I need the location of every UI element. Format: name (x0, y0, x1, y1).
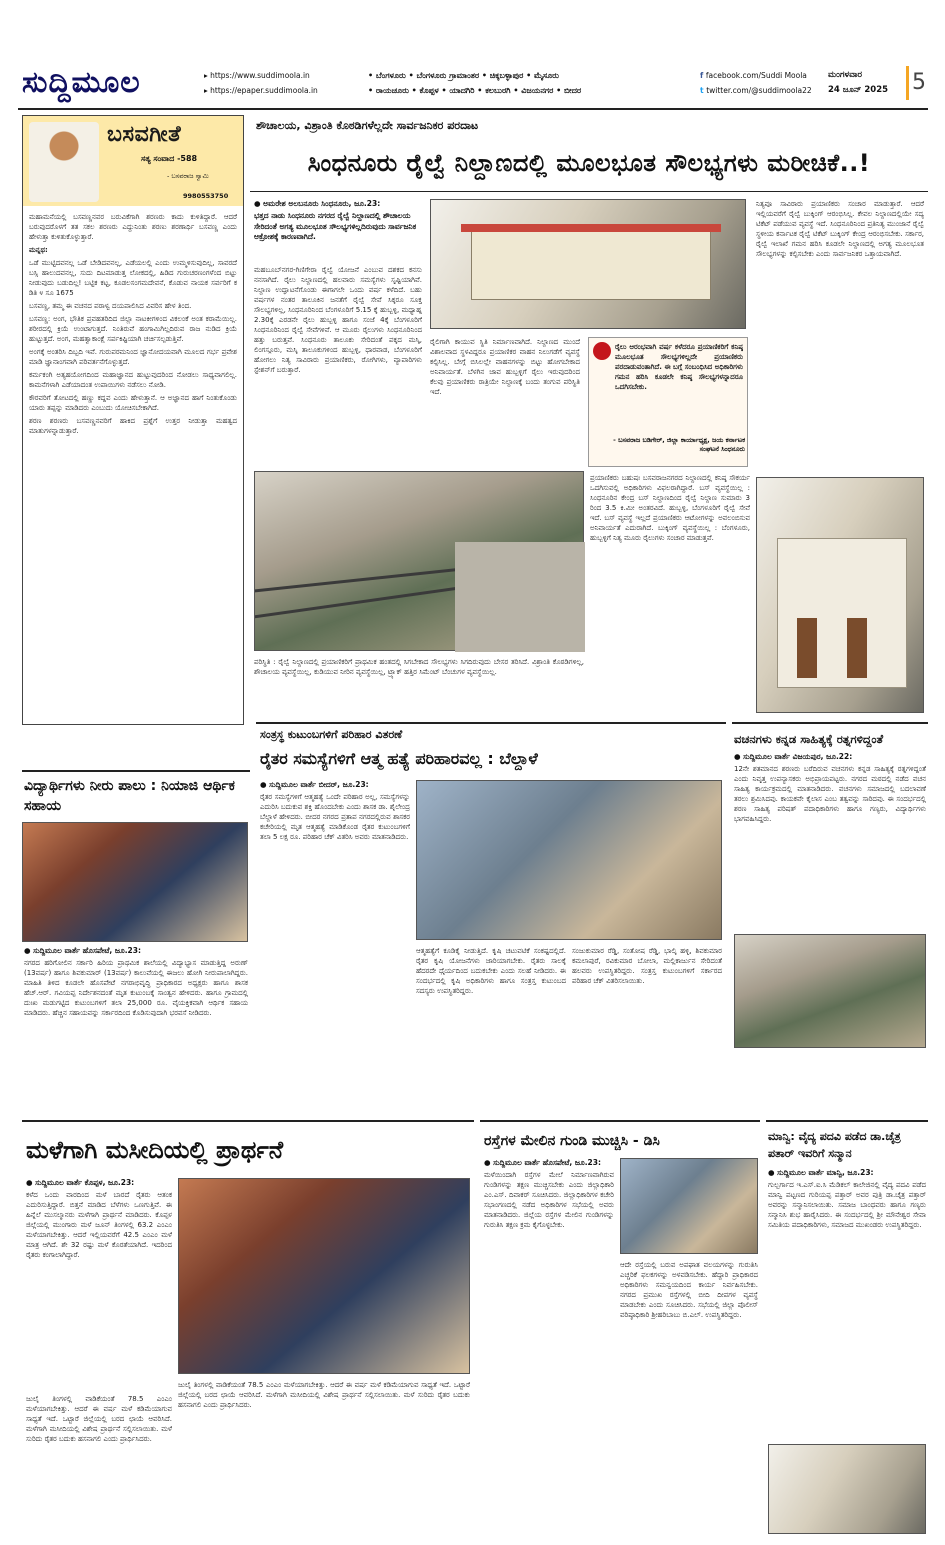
basavageete-phone: 9980553750 (183, 192, 229, 200)
farmers-headline: ರೈತರ ಸಮಸ್ಯೆಗಳಿಗೆ ಆತ್ಮ ಹತ್ಯೆ ಪರಿಹಾರವಲ್ಲ : ಬೆಲ್ದಾಳೆ (260, 749, 538, 768)
farmers-column-3: ಸಂಜುಕುಮಾರ ರೆಡ್ಡಿ, ಸಂತೋಷ ರೆಡ್ಡಿ, ಭಾಲ್ಕಿ ಹಳ್ಳಿ, ಶಿವಕುಮಾರ ಕಮಲಾಪುರೆ, ರವಿಕುಮಾರ ಬೋಲಾ, ಮಲ್ಲಿಕಾರ್ಜುನ ಸೇರಿದಂತೆ ಹಲವರು ಉಪಸ್ಥಿತರಿದ್ದರು. ಸಂತ್ರಸ್ತ ಕುಟುಂಬಗಳಿಗೆ ಸರ್ಕಾರದ ಪರಿಹಾರ ಚೆಕ್ ವಿತರಿಸಲಾಯಿತು. (572, 947, 722, 985)
lead-column-3: ಪ್ರಯಾಣಿಕರು ಬಹುಷಃ ಬಸವರಾಜನಗರದ ನಿಲ್ದಾಣದಲ್ಲಿ ಕನಿಷ್ಠ ಸೌಕರ್ಯ ಒದಗಿಸುವಲ್ಲಿ ಅಧಿಕಾರಿಗಳು ವಿಫಲರಾಗಿದ್ದಾರೆ. ಬಸ್ ವ್ಯವಸ್ಥೆಯಿಲ್ಲ : ಸಿಂಧನೂರಿನ ಕೇಂದ್ರ ಬಸ್ ನಿಲ್ದಾಣದಿಂದ ರೈಲ್ವೆ ನಿಲ್ದಾಣ ಸುಮಾರು 3 ರಿಂದ 3.5 ಕಿ.ಮೀ ಅಂತರವಿದೆ. ಹುಬ್ಬಳ್ಳಿ, ಬೆಂಗಳೂರಿಗೆ ರೈಲ್ವೆ ಸೇವೆ ಇದೆ. ಬಸ್ ವ್ಯವಸ್ಥೆ ಇಲ್ಲದೆ ಪ್ರಯಾಣಿಕರು ಆಟೋಗಳನ್ನು ಅವಲಂಬಿಸುವ ಅನಿವಾರ್ಯತೆ ಎದುರಾಗಿದೆ. ಬುಕ್ಕಿಂಗ್ ವ್ಯವಸ್ಥೆಯಿಲ್ಲ : ಬೆಂಗಳೂರು, ಹುಬ್ಬಳ್ಳಿಗೆ ನಿತ್ಯ ಮೂರು ರೈಲುಗಳು ಸಂಚಾರ ಮಾಡುತ್ತವೆ. (590, 474, 750, 542)
students-body: ನಗರದ ಹರಿಗೋಲಿನ ಸರ್ಕಾರಿ ಹಿರಿಯ ಪ್ರಾಥಮಿಕ ಶಾಲೆಯಲ್ಲಿ ವಿದ್ಯಾಭ್ಯಾಸ ಮಾಡುತ್ತಿದ್ದ ಅರುಣ್ (13ವರ್ಷ) ಹಾಗೂ ಶಿವಕುಮಾರ್ (13ವರ್ಷ) ಕಾಲುವೆಯಲ್ಲಿ ಈಜಲು ಹೋಗಿ ನೀರುಪಾಲಾಗಿದ್ದರು. ಮಾಹಿತಿ ತಿಳಿದ ಕೂಡಲೇ ಹೊಸಪೇಟೆ ನಗರಾಭಿವೃದ್ಧಿ ಪ್ರಾಧಿಕಾರದ ಅಧ್ಯಕ್ಷರು ಹಾಗೂ ಶಾಸಕ ಹೆಚ್.ಆರ್. ಗವಿಯಪ್ಪ ನಿರ್ದೇಶನದಂತೆ ಮೃತ ಕುಟುಂಬಕ್ಕೆ ಸಾಂತ್ವನ ಹೇಳಿದರು. ಹಾಗೂ ಗ್ರಾಮದಲ್ಲಿ ದುಃಖ ಮಡುಗಟ್ಟಿದ ಕುಟುಂಬಗಳಿಗೆ ತಲಾ 25,000 ರೂ. ವೈಯಕ್ತಿಕವಾಗಿ ಆರ್ಥಿಕ ಸಹಾಯ ಮಾಡಿದರು. ಹೆಚ್ಚಿನ ಸಹಾಯವನ್ನು ಸರ್ಕಾರದಿಂದ ಕೊಡಿಸುವುದಾಗಿ ಭರವಸೆ ನೀಡಿದರು. (24, 959, 248, 1017)
basavageete-subtitle: ಸತ್ಯ ಸಂವಾದ -588 (141, 154, 198, 163)
page-number: 5 (912, 70, 926, 95)
rain-column-2: ಜುಲೈ ತಿಂಗಳಲ್ಲಿ ವಾಡಿಕೆಯಂತೆ 78.5 ಎಂಎಂ ಮಳೆಯಾಗಬೇಕಿತ್ತು. ಆದರೆ ಈ ವರ್ಷ ಮಳೆ ಕಡಿಮೆಯಾಗುವ ಸಾಧ್ಯತೆ ಇದೆ. ಒಟ್ಟಾರೆ ಜಿಲ್ಲೆಯಲ್ಲಿ ಬರದ ಛಾಯೆ ಆವರಿಸಿದೆ. ಮಳೆಗಾಗಿ ಮಸೀದಿಯಲ್ಲಿ ವಿಶೇಷ ಪ್ರಾರ್ಥನೆ ಸಲ್ಲಿಸಲಾಯಿತು. ಮಳೆ ಸುರಿದು ರೈತರ ಬದುಕು ಹಸನಾಗಲಿ ಎಂದು ಪ್ರಾರ್ಥಿಸಿದರು. (178, 1381, 470, 1409)
basavageete-paragraph: ಬಸವಣ್ಣ: ಅಂಗ, ಭೌತಿಕ ಪ್ರವಹತರಿದಿದ ಜಿಲ್ಲಾ ನಾಟಕೀಗಳಿಂದ ವಿಕಲಂಕೆ ಅಂತ ಕರಾಮೆಯಿಲ್ಲ. ಶರೀರದಲ್ಲಿ ಕ್ರಿಯೆ ಉಂಟಾಗುತ್ತದೆ. ನಿಂತಿರುವೆ ಹಂಗಾಮಿಗಿಲ್ಲದಿರುವ ರಾಜ ನುಡಿದ ಕ್ರಿಯೆ ಹುಟ್ಟುತ್ತದೆ. ಅಂಗ, ಮಹತ್ವಾಕಾಂಕ್ಷೆ ಸರ್ಪಕಿಷ್ಟಿಯಾಗಿ ಚರ್ಚಿಸಲ್ಪಡುತ್ತಿವೆ. (29, 315, 237, 343)
url-list (204, 68, 354, 98)
basavageete-paragraph: ಬಸವಣ್ಣ, ತಮ್ಮ ಈ ವಚನದ ಪರಾಳ್ವ ದಯಪಾಲಿಸಿದ ವಿವರಿಸ ಹೇಳ ತಿಂದ. (29, 302, 192, 310)
basavageete-paragraph: ಒಡೆ ಮುಟ್ಟಿದವನಲ್ಲ ಒಡೆ ಬೇಡಿದವನಲ್ಲ, ಎಡೆಯಲಲ್ಲಿ ಎಂದು ಉಮ್ಮಳಿಸುವುದಿಲ್ಲ, ಸಾವರದೆ ಬಸ್ಸಿ ಹಾಲುದವನಲ್ಲ, ಸುದು ದಿಟಮಾಡುತ್ತ ಲೋಕದಲ್ಲಿ, ಹಿಡಿದ ಗುರುಚರಣಂಗಳೆಂದ ಬಿಟ್ಟು ನೀಡುವುದು ಬಡುದಿಲ್ಲ! ಬಟ್ಟಿಕ ಕಟ್ಟ, ಕೂಡಲಸಂಗಮದೇವನೆ, ಕೊಡುವ ನಾಯಕ ಸರ್ವರಿಗೆ ಕ ಡಿತಿ ೪ ಸೂ 1675 (29, 259, 237, 297)
basavageete-body (29, 212, 237, 720)
masthead-logo: ಸುದ್ದಿಮೂಲ (22, 65, 141, 100)
basavageete-box (22, 115, 244, 725)
station-roof-shape (461, 224, 721, 232)
social-links (700, 68, 830, 98)
basavageete-paragraph: ಮನ್ನಥ: (29, 246, 48, 254)
facebook-icon: f (700, 71, 706, 80)
facebook-link[interactable]: f facebook.com/Suddi Moola (700, 71, 807, 80)
city-item: • ಕೊಪ್ಪಳ (411, 86, 442, 95)
page-number-box (906, 66, 926, 100)
platform-shape (455, 542, 585, 652)
doctor-headline: ಮಾನ್ವಿ: ವೈದ್ಯ ಪದವಿ ಪಡೆದ ಡಾ.ಚೈತ್ರ ಪತಾರ್ ಇವರಿಗೆ ಸನ್ಮಾನ (768, 1130, 901, 1160)
doctor-byline: ● ಸುದ್ದಿಮೂಲ ವಾರ್ತೆ ಮಾನ್ವಿ, ಜೂ.23: (768, 1168, 874, 1177)
basavageete-author: - ಬಸವರಾಜ ಸ್ವಾಮಿ (167, 172, 209, 180)
lead-lede: ಭತ್ತದ ನಾಡು ಸಿಂಧನೂರು ನಗರದ ರೈಲ್ವೆ ನಿಲ್ದಾಣದಲ್ಲಿ ಶೌಚಾಲಯ ಸೇರಿದಂತೆ ಅಗತ್ಯ ಮೂಲಭೂತ ಸೌಲಭ್ಯಗಳಿಲ್ಲದಿರುವುದು ಸಾರ್ವಜನಿಕ ಆಕ್ರೋಶಕ್ಕೆ ಕಾರಣವಾಗಿದೆ. (254, 211, 417, 241)
masthead (18, 62, 928, 110)
city-item: • ಯಾದಗಿರಿ (441, 86, 478, 95)
basavanna-portrait (29, 122, 99, 202)
farmers-story (256, 722, 726, 1050)
basavageete-paragraph: ಮಹಾಮನೆಯಲ್ಲಿ ಬಸವಣ್ಣನವರ ಬರುವಿಕೆಗಾಗಿ ಶರಣರು ಕಾದು ಕುಳಿತಿದ್ದಾರೆ. ಆದರೆ ಬರುವುದರೊಳಗೆ ತತ ಸಕಲ ಶರಣರು ಎದ್ದುನಿಂತು ಶರಣು ಶರಣಾರ್ಥಿ ಬಸವಣ್ಣ ಎಂದು ಹೇಳುತ್ತಾ ಕುಳಿತುಕೊಳ್ಳುತ್ತಾರೆ. (29, 213, 237, 241)
roads-story (480, 1120, 760, 1535)
city-row-2 (368, 83, 688, 98)
station-side-photo (756, 477, 924, 713)
lead-column-4: ನಿತ್ಯವೂ ಸಾವಿರಾರು ಪ್ರಯಾಣಿಕರು ಸಂಚಾರ ಮಾಡುತ್ತಾರೆ. ಆದರೆ ಇಲ್ಲಿಯವರೆಗೆ ರೈಲ್ವೆ ಬುಕ್ಕಿಂಗ್ ಆರಂಭಿಸಿಲ್ಲ. ಕೇವಲ ನಿಲ್ದಾಣದಲ್ಲಿಯೇ ಸದ್ಯ ಟಿಕೆಟ್ ಪಡೆಯುವ ವ್ಯವಸ್ಥೆ ಇದೆ. ಸಿಂಧನೂರಿನಿಂದ ಪ್ರತಿನಿತ್ಯ ಮುಂಜಾನೆ ರೈಲ್ವೆ ಸ್ಥಳೀಯ ಕರ್ನಾಟಕ ರೈಲ್ವೆ ಟಿಕೆಟ್ ಬುಕ್ಕಿಂಗ್ ಕೇಂದ್ರ ಆರಂಭಿಸಬೇಕು. ಸರ್ಕಾರ, ರೈಲ್ವೆ ಇಲಾಖೆ ಗಮನ ಹರಿಸಿ ಕೂಡಲೇ ನಿಲ್ದಾಣದಲ್ಲಿ ಅಗತ್ಯ ಮೂಲಭೂತ ಸೌಲಭ್ಯಗಳನ್ನು ಕಲ್ಪಿಸಬೇಕು ಎಂದು ಸಾರ್ವಜನಿಕರ ಒತ್ತಾಯವಾಗಿದೆ. (756, 200, 924, 258)
basavageete-paragraph: ಶರಣ ಶರಣರು ಬಸವಣ್ಣನವರಿಗೆ ಹಾಕಿದ ಪ್ರಶ್ನೆಗೆ ಉತ್ತರ ನೀಡುತ್ತಾ ಮಹತ್ವದ ಮಾತುಗಳನ್ನಾಡುತ್ತಾರೆ. (29, 417, 237, 435)
city-item: • ರಾಯಚೂರು (368, 86, 412, 95)
roads-byline: ● ಸುದ್ದಿಮೂಲ ವಾರ್ತೆ ಹೊಸಪೇಟೆ, ಜೂ.23: (484, 1158, 601, 1167)
rain-column-1b: ಜುಲೈ ತಿಂಗಳಲ್ಲಿ ವಾಡಿಕೆಯಂತೆ 78.5 ಎಂಎಂ ಮಳೆಯಾಗಬೇಕಿತ್ತು. ಆದರೆ ಈ ವರ್ಷ ಮಳೆ ಕಡಿಮೆಯಾಗುವ ಸಾಧ್ಯತೆ ಇದೆ. ಒಟ್ಟಾರೆ ಜಿಲ್ಲೆಯಲ್ಲಿ ಬರದ ಛಾಯೆ ಆವರಿಸಿದೆ. ಮಳೆಗಾಗಿ ಮಸೀದಿಯಲ್ಲಿ ವಿಶೇಷ ಪ್ರಾರ್ಥನೆ ಸಲ್ಲಿಸಲಾಯಿತು. ಮಳೆ ಸುರಿದು ರೈತರ ಬದುಕು ಹಸನಾಗಲಿ ಎಂದು ಪ್ರಾರ್ಥಿಸಿದರು. (26, 1395, 172, 1443)
rain-column-1: ಕಳೆದ ಒಂದು ವಾರದಿಂದ ಮಳೆ ಬಾರದೆ ರೈತರು ಆತಂಕ ಎದುರಿಸುತ್ತಿದ್ದಾರೆ. ಬಿತ್ತನೆ ಮಾಡಿದ ಬೆಳೆಗಳು ಒಣಗುತ್ತಿವೆ. ಈ ಹಿನ್ನೆಲೆ ಮುಸಲ್ಮಾನರು ಮಳೆಗಾಗಿ ಪ್ರಾರ್ಥನೆ ಮಾಡಿದರು. ಕೊಪ್ಪಳ ಜಿಲ್ಲೆಯಲ್ಲಿ ಮುಂಗಾರು ಮಳೆ ಜೂನ್ ತಿಂಗಳಲ್ಲಿ 63.2 ಎಂಎಂ ಮಳೆಯಾಗಬೇಕಿತ್ತು. ಆದರೆ ಇಲ್ಲಿಯವರೆಗೆ 42.5 ಎಂಎಂ ಮಳೆ ಮಾತ್ರ ಆಗಿದೆ. ಶೇ 32 ರಷ್ಟು ಮಳೆ ಕೊರತೆಯಾಗಿದೆ. ಇದರಿಂದ ರೈತರು ಕಂಗಾಲಾಗಿದ್ದಾರೆ. (26, 1191, 172, 1259)
issue-date-text: 24 ಜೂನ್ 2025 (828, 85, 889, 95)
mosque-prayer-photo (178, 1178, 470, 1374)
vachana-byline: ● ಸುದ್ದಿಮೂಲ ವಾರ್ತೆ ವಿಜಯಪುರ, ಜೂ.22: (734, 752, 853, 761)
farmers-kicker: ಸಂತ್ರಸ್ಥ ಕುಟುಂಬಗಳಿಗೆ ಪರಿಹಾರ ವಿತರಣೆ (260, 728, 403, 741)
lead-kicker: ಶೌಚಾಲಯ, ವಿಶ್ರಾಂತಿ ಕೊಠಡಿಗಳೆಲ್ಲದೇ ಸಾರ್ವಜನಿಕರ ಪರದಾಟ (256, 119, 479, 132)
lead-byline: ● ಅಮರೇಶ ಅಲಬನೂರು ಸಿಂಧನೂರು, ಜೂ.23: (254, 199, 381, 208)
students-story (22, 770, 250, 1045)
city-item: • ಬೀದರ (556, 86, 582, 95)
students-byline: ● ಸುದ್ದಿಮೂಲ ವಾರ್ತೆ ಹೊಸಪೇಟೆ, ಜೂ.23: (24, 946, 141, 955)
lead-callout-source: - ಬಸವರಾಜ ಬಡಿಗೇರ್, ಜಿಲ್ಲಾ ಕಾರ್ಯಾಧ್ಯಕ್ಷ, ಜಯ ಕರ್ನಾಟಕ ಸಂಘಟನೆ ಸಿಂಧನೂರು (613, 436, 745, 453)
lead-callout-text: ರೈಲು ಆರಂಭವಾಗಿ ವರ್ಷ ಕಳೆದರೂ ಪ್ರಯಾಣಿಕರಿಗೆ ಕನಿಷ್ಠ ಮೂಲಭೂತ ಸೌಲಭ್ಯಗಳಿಲ್ಲದೇ ಪ್ರಯಾಣಿಕರು ಪರದಾಡುವಂತಾಗಿದೆ. ಈ ಬಗ್ಗೆ ಸಂಬಂಧಿಸಿದ ಅಧಿಕಾರಿಗಳು ಗಮನ ಹರಿಸಿ ಕೂಡಲೇ ಕನಿಷ್ಠ ಸೌಲಭ್ಯಗಳನ್ನಾದರೂ ಒದಗಿಸಬೇಕು. (615, 343, 743, 391)
roads-headline: ರಸ್ತೆಗಳ ಮೇಲಿನ ಗುಂಡಿ ಮುಚ್ಚಿಸಿ - ಡಿಸಿ (484, 1133, 660, 1149)
lead-column-1: ಮಹಬೂಬ್‌ನಗರ-ಗಿಣಿಗೇರಾ ರೈಲ್ವೆ ಯೋಜನೆ ಎಂಬುವ ದಶಕದ ಕನಸು ನನಸಾಗಿದೆ. ರೈಲು ನಿಲ್ದಾಣದಲ್ಲಿ ಹಲವಾರು ಸಮಸ್ಯೆಗಳು ಸೃಷ್ಟಿಯಾಗಿವೆ. ನಿಲ್ದಾಣ ಉದ್ಘಾಟನೆಗೊಂಡು ಈಗಾಗಲೇ ಒಂದು ವರ್ಷ ಕಳೆದಿದೆ. ಬಹು ವರ್ಷಗಳ ನಂತರ ತಾಲೂಕಿನ ಜನತೆಗೆ ರೈಲ್ವೆ ಸೇವೆ ಸಿಕ್ಕರೂ ಸೂಕ್ತ ಸೌಲಭ್ಯಗಳಿಲ್ಲ, ಸಿಂಧನೂರಿನಿಂದ ಬೆಂಗಳೂರಿಗೆ 5.15 ಕ್ಕೆ ಹುಬ್ಬಳ್ಳಿ, ಮಧ್ಯಾಹ್ನ 2.30ಕ್ಕೆ ಎರಡನೇ ರೈಲು ಹುಬ್ಬಳ್ಳಿ ಹಾಗೂ ಸಂಜೆ 4ಕ್ಕೆ ಬೆಂಗಳೂರಿಗೆ ಸಿಂಧನೂರಿನಿಂದ ರೈಲ್ವೆ ಸೇವೆಗಳಿವೆ. ಆ ಮೂರು ರೈಲುಗಳು ಸಿಂಧನೂರಿನಿಂದ ಹತ್ತು ಬರುತ್ತವೆ. ಸಿಂಧನೂರು ತಾಲೂಕು ಸೇರಿದಂತೆ ಪಕ್ಕದ ಮಸ್ಕಿ, ಲಿಂಗಸ್ಗೂರು, ಮಸ್ಕಿ ತಾಲೂಕುಗಳಿಂದ ಹುಬ್ಬಳ್ಳಿ, ಧಾರವಾಡ, ಬೆಂಗಳೂರಿಗೆ ಹೋಗಲು ನಿತ್ಯ ಸಾವಿರಾರು ಪ್ರಯಾಣಿಕರು, ರೋಗಿಗಳು, ವ್ಯಾಪಾರಿಗಳು ಸ್ಟೇಶನ್‌ಗೆ ಬರುತ್ತಾರೆ. (254, 266, 422, 374)
rain-story (22, 1120, 474, 1535)
farmers-column-2: ಆತ್ಮಹತ್ಯೆಗೆ ಕೂಡಿಕೈ ನೀಡುತ್ತಿದೆ. ಕೃಷಿ ಚಟುವಟಿಕೆ ಸಂಕಷ್ಟದಲ್ಲಿದೆ. ರೈತರ ಕೃಷಿ ಯೋಜನೆಗಳು ಜಾರಿಯಾಗಬೇಕು. ರೈತರು ಸಾಲಕ್ಕೆ ಹೆದರದೇ ಧೈರ್ಯದಿಂದ ಬದುಕಬೇಕು ಎಂದು ಸಲಹೆ ನೀಡಿದರು. ಈ ಸಂದರ್ಭದಲ್ಲಿ ಕೃಷಿ ಅಧಿಕಾರಿಗಳು ಹಾಗೂ ಸಂತ್ರಸ್ತ ಕುಟುಂಬದ ಸದಸ್ಯರು ಉಪಸ್ಥಿತರಿದ್ದರು. (416, 947, 566, 995)
station-building-shape (471, 230, 711, 300)
vachana-headline: ವಚನಗಳು ಕನ್ನಡ ಸಾಹಿತ್ಯಕ್ಕೆ ರತ್ನಗಳಿದ್ದಂತೆ (734, 732, 884, 746)
website-link[interactable]: ▸ https://www.suddimoola.in (204, 71, 310, 80)
students-headline: ವಿದ್ಯಾರ್ಥಿಗಳು ನೀರು ಪಾಲು : ನಿಯಾಜಿ ಆರ್ಥಿಕ ಸಹಾಯ (24, 778, 235, 814)
farmers-group-photo (416, 780, 722, 940)
lead-headline: ಸಿಂಧನೂರು ರೈಲ್ವೆ ನಿಲ್ದಾಣದಲ್ಲಿ ಮೂಲಭೂತ ಸೌಲಭ್ಯಗಳು ಮರೀಚಿಕೆ..! (307, 149, 871, 177)
railway-track-photo (254, 471, 584, 651)
twitter-icon: t (700, 86, 707, 95)
issue-day: ಮಂಗಳವಾರ (828, 70, 863, 80)
lead-callout (588, 337, 748, 467)
globe-icon: ▸ (204, 71, 211, 80)
roads-column-1: ಮಳೆಯಿಂದಾಗಿ ರಸ್ತೆಗಳ ಮೇಲೆ ನಿರ್ಮಾಣವಾಗಿರುವ ಗುಂಡಿಗಳನ್ನು ತಕ್ಷಣ ಮುಚ್ಚಿಸಬೇಕು ಎಂದು ಜಿಲ್ಲಾಧಿಕಾರಿ ಎಂ.ಎಸ್. ದಿವಾಕರ್ ಸೂಚಿಸಿದರು. ಜಿಲ್ಲಾಧಿಕಾರಿಗಳ ಕಚೇರಿ ಸಭಾಂಗಣದಲ್ಲಿ ನಡೆದ ಅಧಿಕಾರಿಗಳ ಸಭೆಯಲ್ಲಿ ಅವರು ಮಾತನಾಡಿದರು. ಜಿಲ್ಲೆಯ ರಸ್ತೆಗಳ ಮೇಲಿನ ಗುಂಡಿಗಳನ್ನು ಗುರುತಿಸಿ ತಕ್ಷಣ ಕ್ರಮ ಕೈಗೊಳ್ಳಬೇಕು. (484, 1171, 614, 1229)
globe-icon: ▸ (204, 86, 211, 95)
rain-headline: ಮಳೆಗಾಗಿ ಮಸೀದಿಯಲ್ಲಿ ಪ್ರಾರ್ಥನೆ (26, 1136, 284, 1164)
station-building-photo (430, 199, 746, 329)
city-list (368, 68, 688, 98)
basavageete-paragraph: ಕರ್ಮಕಂಗಿ ಅತ್ಯಹಯೋಗದಿಂದ ಮಹಾಜ್ಞಾನದ ಹುಟ್ಟುವುದರಿಂದ ನೋಡಲು ಸಾಧ್ಯವಾಗಲಿಲ್ಲ. ಕಾಮನೆಗಳಾಗಿ ಎಡೆಯಾದಂತ ಉಪಾಯಿಗಳು ನಡೆಸಲು ನೋಡಿ. (29, 371, 237, 389)
city-item: • ಮೈಸೂರು (526, 71, 559, 80)
farmers-column-1: ರೈತರ ಸಮಸ್ಯೆಗಳಿಗೆ ಆತ್ಮಹತ್ಯೆ ಒಂದೇ ಪರಿಹಾರ ಅಲ್ಲ, ಸಮಸ್ಯೆಗಳನ್ನು ಎದುರಿಸಿ ಬದುಕುವ ಶಕ್ತಿ ಹೊಂದಬೇಕು ಎಂದು ಶಾಸಕ ಡಾ. ಶೈಲೇಂದ್ರ ಬೆಲ್ದಾಳೆ ಹೇಳಿದರು. ಬೀದರ ನಗರದ ಪ್ರತಾಪ ನಗರದಲ್ಲಿರುವ ಶಾಸಕರ ಕಚೇರಿಯಲ್ಲಿ ಮೃತ ಆತ್ಮಹತ್ಯೆ ಮಾಡಿಕೊಂಡ ರೈತರ ಕುಟುಂಬಗಳಿಗೆ ತಲಾ 5 ಲಕ್ಷ ರೂ. ಪರಿಹಾರ ಚೆಕ್ ವಿತರಿಸಿ ಅವರು ಮಾತನಾಡಿದರು. (260, 793, 410, 841)
lead-column-2: ರೈಲಿಗಾಗಿ ಕಾಯುವ ಸ್ಥಿತಿ ನಿರ್ಮಾಣವಾಗಿದೆ. ನಿಲ್ದಾಣದ ಮುಂದೆ ವಿಶಾಲವಾದ ಸ್ಥಳವಿದ್ದರೂ ಪ್ರಯಾಣಿಕರ ವಾಹನ ನಿಲುಗಡೆಗೆ ವ್ಯವಸ್ಥೆ ಕಲ್ಪಿಸಿಲ್ಲ. ಬೇಗ್ಗೆ ಬಿಸಿಲಲ್ಲೇ ವಾಹನಗಳನ್ನು ಬಿಟ್ಟು ಹೋಗಬೇಕಾದ ಅನಿವಾರ್ಯತೆ. ಬೆಳಗಿನ ಜಾವ ಹುಬ್ಬಳ್ಳಿಗೆ ರೈಲು ಇರುವುದರಿಂದ ಕೆಲವು ಪ್ರಯಾಣಿಕರು ರಾತ್ರಿಯೇ ನಿಲ್ದಾಣಕ್ಕೆ ಬಂದು ತಂಗುವ ಪರಿಸ್ಥಿತಿ ಇದೆ. (430, 338, 580, 396)
city-item: • ಚಿಕ್ಕಬಳ್ಳಾಪುರ (481, 71, 527, 80)
basavageete-paragraph: ಕೌರವರಿಗೆ ತೋಟದಲ್ಲಿ ಹಣ್ಣು ಕದ್ದವ ಎಂದು ಹೇಳುತ್ತಾನೆ. ಆ ಅಜ್ಞಾನದ ಹಾಗೆ ನಿಂತುಕೊಂಡು ಯಾರು ತಪ್ಪನ್ನು ಮಾಡಿದರು ಎಂಬುದು ಯೋಚಿಸಬೇಕಾಗಿದೆ. (29, 394, 237, 412)
city-item: • ವಿಜಯನಗರ (513, 86, 557, 95)
roads-meeting-photo (620, 1158, 758, 1254)
vachana-body: 12ನೇ ಶತಮಾನದ ಶರಣರು ಬರೆದಿರುವ ವಚನಗಳು ಕನ್ನಡ ಸಾಹಿತ್ಯಕ್ಕೆ ರತ್ನಗಳಿದ್ದಂತೆ ಎಂದು ನಿವೃತ್ತ ಉಪನ್ಯಾಸಕರು ಅಭಿಪ್ರಾಯಪಟ್ಟರು. ನಗರದ ಮಠದಲ್ಲಿ ನಡೆದ ವಚನ ಸಾಹಿತ್ಯ ಕಾರ್ಯಕ್ರಮದಲ್ಲಿ ಮಾತನಾಡಿದರು. ವಚನಗಳು ಸಮಾಜದಲ್ಲಿ ಬದಲಾವಣೆ ತರಲು ಶ್ರಮಿಸಿದವು. ಕಾಯಕವೇ ಕೈಲಾಸ ಎಂಬ ತತ್ವವನ್ನು ಸಾರಿದವು. ಈ ಸಂದರ್ಭದಲ್ಲಿ ಶರಣ ಸಾಹಿತ್ಯ ಪರಿಷತ್ ಪದಾಧಿಕಾರಿಗಳು ಹಾಗೂ ಗಣ್ಯರು, ವಿದ್ಯಾರ್ಥಿಗಳು ಭಾಗವಹಿಸಿದ್ದರು. (734, 765, 926, 823)
door-shape (797, 618, 817, 678)
vachana-photo (734, 934, 926, 1048)
twitter-link[interactable]: t twitter.com/@suddimoola22 (700, 86, 812, 95)
lead-story (250, 115, 928, 718)
farmers-byline: ● ಸುದ್ದಿಮೂಲ ವಾರ್ತೆ ಬೀದರ್, ಜೂ.23: (260, 780, 369, 789)
issue-date (828, 68, 908, 98)
students-photo (22, 822, 248, 942)
door-shape-2 (847, 618, 867, 678)
city-item: • ಬೆಂಗಳೂರು (368, 71, 409, 80)
lead-column-1b: ಪರಿಸ್ಥಿತಿ : ರೈಲ್ವೆ ನಿಲ್ದಾಣದಲ್ಲಿ ಪ್ರಯಾಣಿಕರಿಗೆ ಪ್ರಾಥಮಿಕ ಹಂತದಲ್ಲಿ ಸಿಗಬೇಕಾದ ಸೌಲಭ್ಯಗಳು ಸಿಗದಿರುವುದು ಬೇಸರ ತರಿಸಿದೆ. ವಿಶ್ರಾಂತಿ ಕೊಠಡಿಗಳಿಲ್ಲ, ಶೌಚಾಲಯ ವ್ಯವಸ್ಥೆಯಿಲ್ಲ, ಕುಡಿಯುವ ನೀರಿನ ವ್ಯವಸ್ಥೆಯಿಲ್ಲ, ಟ್ರ್ಯಾಕ್ ಹತ್ತಿರ ಸಿಮೆಂಟ್ ಬೆಂಚುಗಳ ವ್ಯವಸ್ಥೆಯಿಲ್ಲ. (254, 658, 584, 676)
vachana-story (732, 722, 928, 1050)
basavageete-paragraph: ಅಂಗಕ್ಕೆ ಅಂತರಿಸಿ ದಿಬ್ಬದಿ ಇವೆ. ಗುರುಪರಮನಿಂದ ಜ್ಞಾನೋದಯವಾಗಿ ಮೂಲದ ಗರ್ಭ ಪ್ರವೇಶ ಮಾಡಿ ಜ್ಞಾನಾಂಗವಾಗಿ ಪರಿವರ್ತನೆಗೊಳ್ಳುತ್ತದೆ. (29, 348, 237, 366)
rain-byline: ● ಸುದ್ದಿಮೂಲ ವಾರ್ತೆ ಕೊಪ್ಪಳ, ಜೂ.23: (26, 1178, 135, 1187)
basavageete-header (23, 116, 243, 206)
roads-column-2: ಆದೇ ರಸ್ತೆಯಲ್ಲಿ ಬರುವ ಅಪಘಾತ ವಲಯಗಳನ್ನು ಗುರುತಿಸಿ ಎಚ್ಚರಿಕೆ ಫಲಕಗಳನ್ನು ಅಳವಡಿಸಬೇಕು. ಹೆದ್ದಾರಿ ಪ್ರಾಧಿಕಾರದ ಅಧಿಕಾರಿಗಳು ಸಮನ್ವಯದಿಂದ ಕಾರ್ಯ ನಿರ್ವಹಿಸಬೇಕು. ನಗರದ ಪ್ರಮುಖ ರಸ್ತೆಗಳಲ್ಲಿ ಬೀದಿ ದೀಪಗಳ ವ್ಯವಸ್ಥೆ ಮಾಡಬೇಕು ಎಂದು ಸೂಚಿಸಿದರು. ಸಭೆಯಲ್ಲಿ ಜಿಲ್ಲಾ ಪೊಲೀಸ್ ವರಿಷ್ಠಾಧಿಕಾರಿ ಶ್ರೀಹರಿಬಾಬು ಬಿ.ಎಲ್. ಉಪಸ್ಥಿತರಿದ್ದರು. (620, 1261, 758, 1319)
epaper-link[interactable]: ▸ https://epaper.suddimoola.in (204, 86, 318, 95)
city-item: • ಬೆಂಗಳೂರು ಗ್ರಾಮಾಂತರ (408, 71, 482, 80)
doctor-story (766, 1120, 928, 1535)
doctor-felicitation-photo (768, 1444, 926, 1534)
quote-icon (593, 342, 611, 360)
doctor-body: ಗುಲ್ಬರ್ಗಾದ ಇ.ಎಸ್.ಐ.ಸಿ ಮೆಡಿಕಲ್ ಕಾಲೇಜಿನಲ್ಲಿ ವೈದ್ಯ ಪದವಿ ಪಡೆದ ಮಾನ್ವಿ ಪಟ್ಟಣದ ಗುರಿಯಪ್ಪ ಪತ್ತಾರ್ ಅವರ ಪುತ್ರಿ ಡಾ.ಚೈತ್ರ ಪತ್ತಾರ್ ಅವರನ್ನು ಸನ್ಮಾನಿಸಲಾಯಿತು. ಸಮಾಜ ಬಾಂಧವರು ಹಾಗೂ ಗಣ್ಯರು ಸನ್ಮಾನಿಸಿ ಶುಭ ಹಾರೈಸಿದರು. ಈ ಸಂದರ್ಭದಲ್ಲಿ ಶ್ರೀ ಮೌನೇಶ್ವರ ಸೇವಾ ಸಮಿತಿಯ ಪದಾಧಿಕಾರಿಗಳು, ಸಮಾಜದ ಮುಖಂಡರು ಉಪಸ್ಥಿತರಿದ್ದರು. (768, 1181, 926, 1229)
city-item: • ಕಲಬುರಗಿ (477, 86, 514, 95)
lead-headline-bar (250, 139, 928, 187)
lead-divider (250, 191, 928, 192)
basavageete-title: ಬಸವಗೀತೆ (107, 122, 182, 147)
city-row-1 (368, 68, 688, 83)
